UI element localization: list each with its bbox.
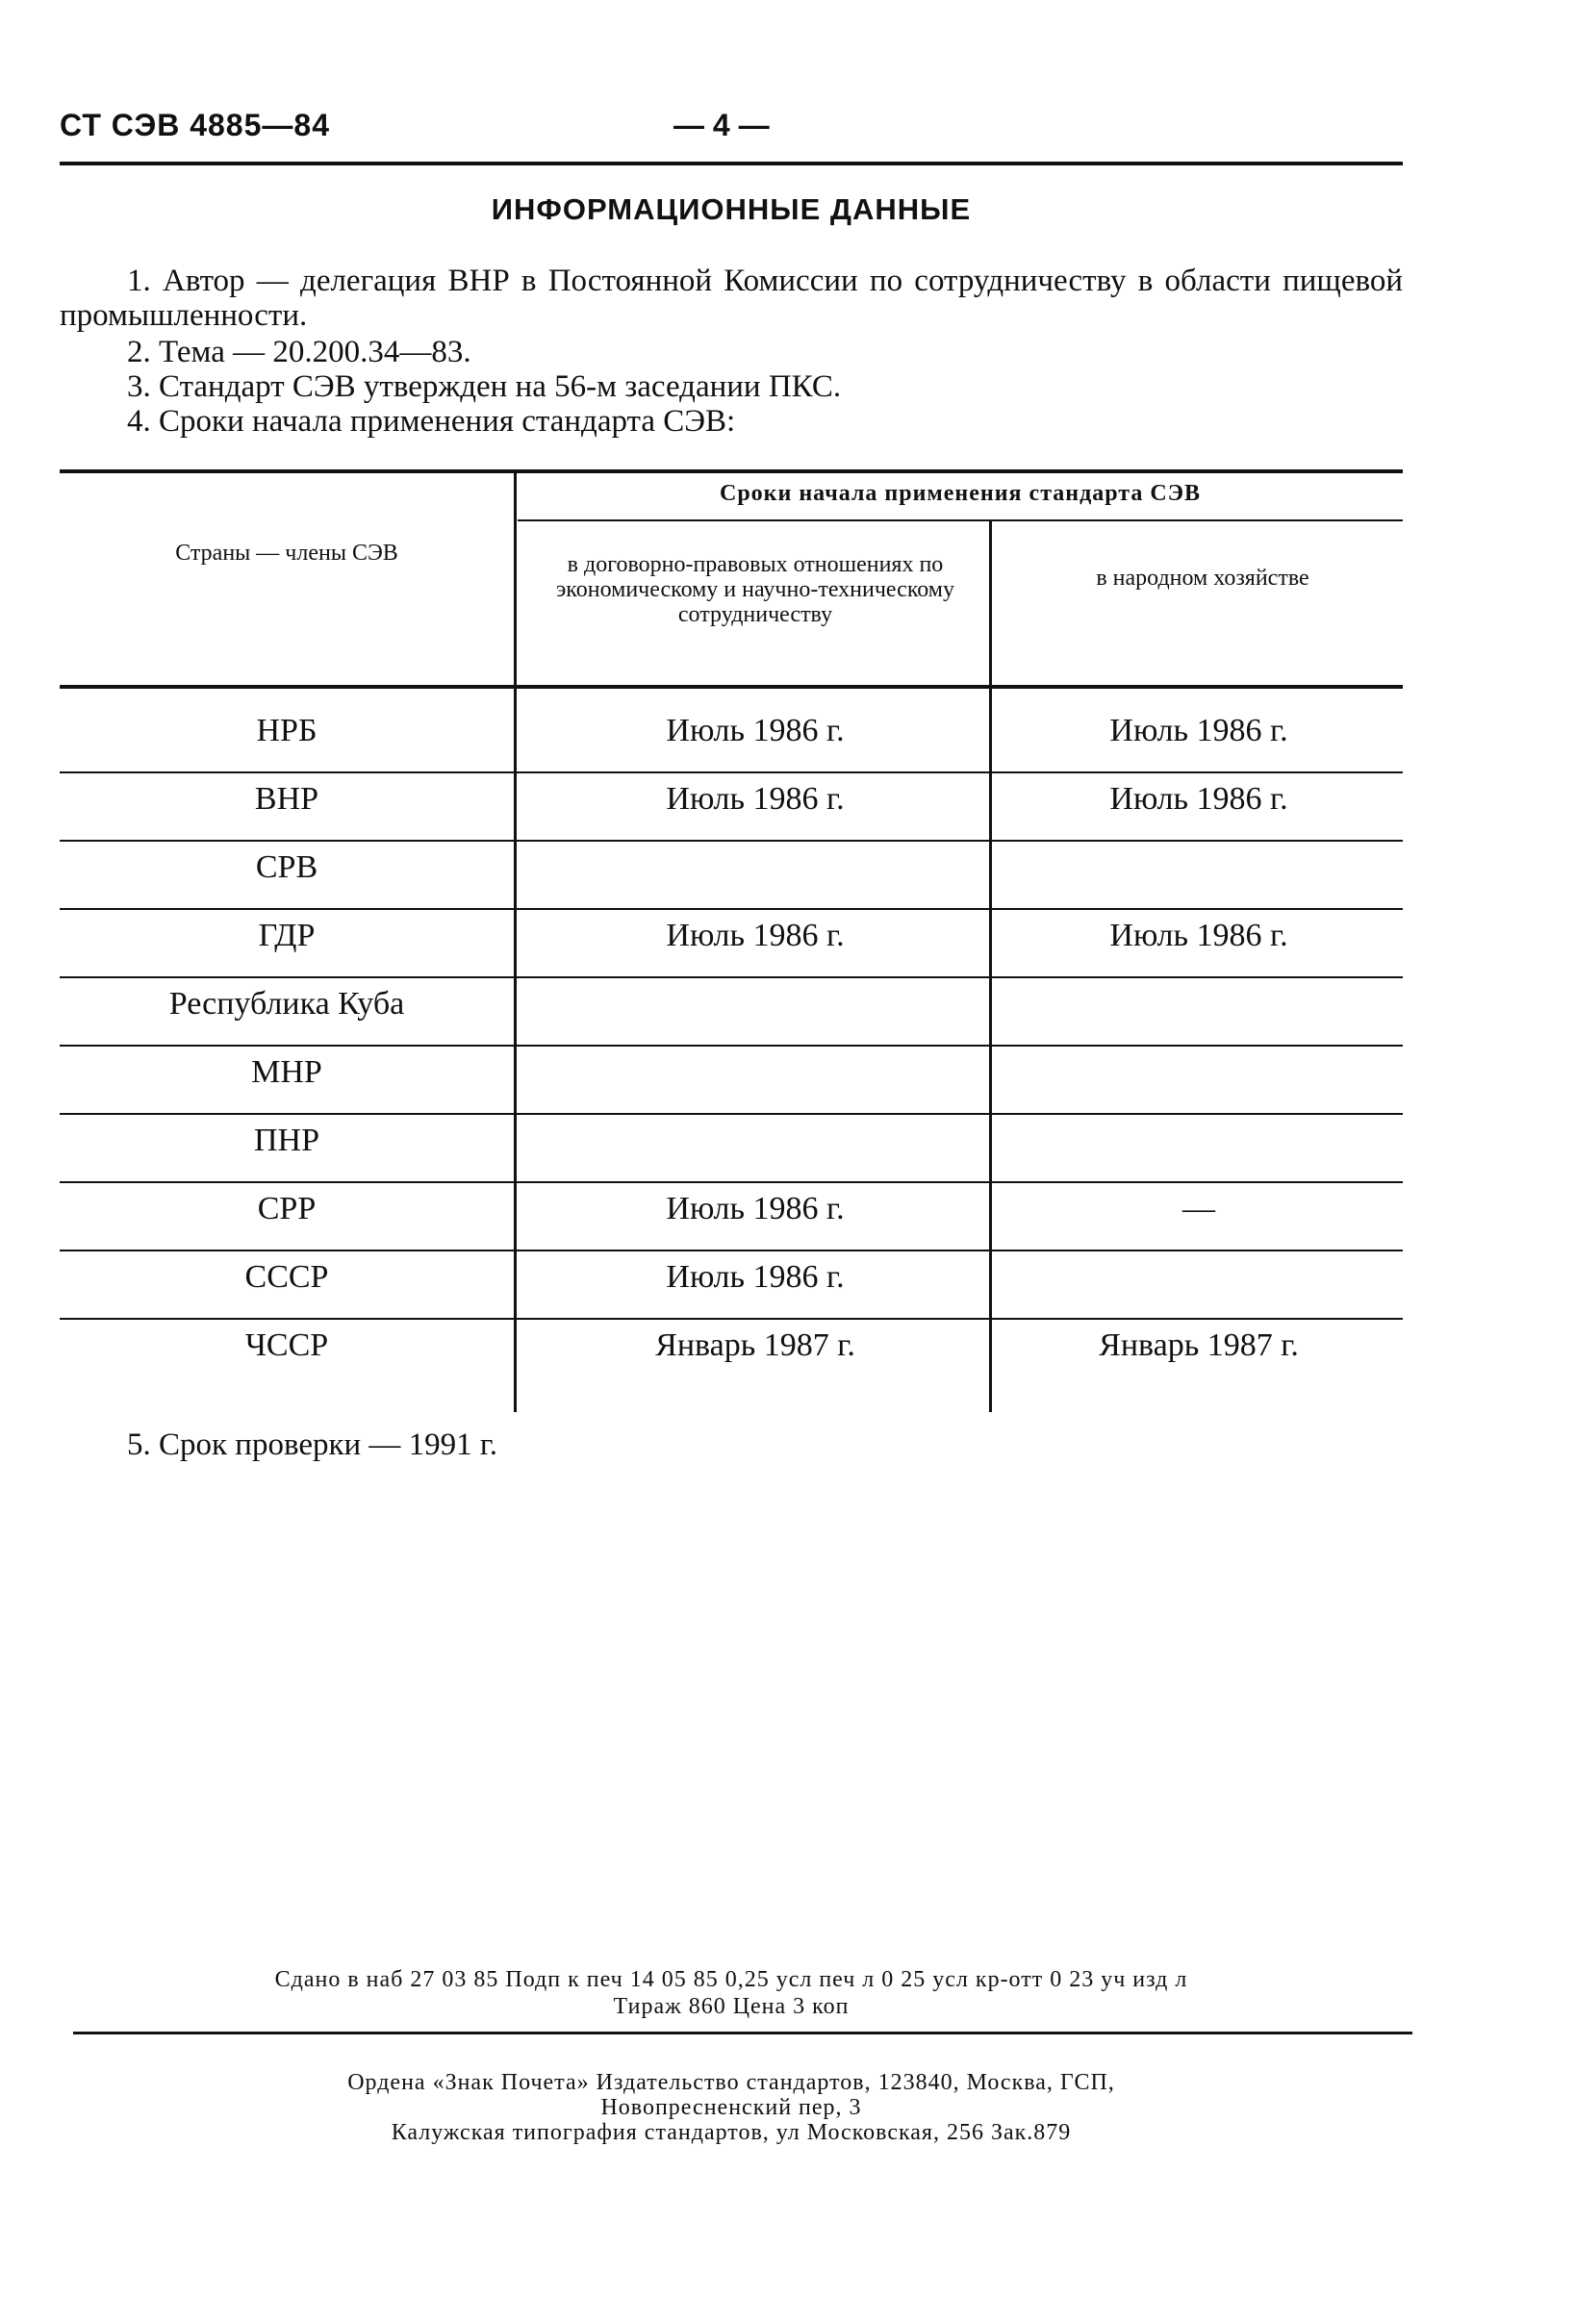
imprint-line-3: Ордена «Знак Почета» Издательство стандартов, 123840, Москва, ГСП,	[347, 2070, 1115, 2095]
item-5-review-date: 5. Срок проверки — 1991 г.	[127, 1427, 497, 1462]
header-countries: Страны — члены СЭВ	[175, 541, 398, 566]
table-cell-contract-date: Июль 1986 г.	[666, 713, 845, 748]
table-cell-country: СРВ	[255, 849, 318, 885]
row-rule	[60, 1181, 1403, 1183]
table-cell-country: ПНР	[253, 1123, 320, 1158]
header-col-b: в народном хозяйстве	[1096, 566, 1309, 591]
table-cell-country: ВНР	[254, 781, 319, 817]
row-rule	[60, 771, 1403, 773]
item-2-topic: 2. Тема — 20.200.34—83.	[127, 335, 471, 369]
imprint-print-details	[60, 1966, 1403, 2020]
imprint-line-2: Тираж 860 Цена 3 коп	[613, 1994, 850, 2019]
table-cell-country: ГДР	[258, 918, 316, 953]
header-group: Сроки начала применения стандарта СЭВ	[720, 481, 1201, 506]
imprint-line-4: Новопресненский пер, 3	[600, 2095, 862, 2120]
table-cell-contract-date: Июль 1986 г.	[666, 918, 845, 953]
header-rule	[60, 162, 1403, 165]
section-title: ИНФОРМАЦИОННЫЕ ДАННЫЕ	[491, 192, 972, 226]
table-cell-economy-date: —	[1182, 1191, 1215, 1226]
item-4-dates-heading: 4. Сроки начала применения стандарта СЭВ:	[127, 404, 736, 439]
table-cell-country: НРБ	[256, 713, 318, 748]
row-rule	[60, 1113, 1403, 1115]
header-bottom-rule	[60, 685, 1403, 689]
header-col-a: в договорно-правовых отношениях по экономическому и научно-техническому сотрудничеству	[556, 552, 954, 627]
table-top-rule	[60, 469, 1403, 473]
row-rule	[60, 1318, 1403, 1320]
table-cell-economy-date: Июль 1986 г.	[1109, 713, 1288, 748]
row-rule	[60, 1250, 1403, 1251]
table-cell-country: Республика Куба	[168, 986, 405, 1022]
table-cell-economy-date: Июль 1986 г.	[1109, 781, 1288, 817]
table-cell-economy-date: Июль 1986 г.	[1109, 918, 1288, 953]
footer-rule	[73, 2032, 1412, 2034]
table-cell-country: СРР	[257, 1191, 317, 1226]
application-dates-table	[60, 469, 1403, 1412]
group-header-rule	[518, 519, 1403, 521]
table-cell-country: МНР	[251, 1054, 322, 1090]
row-rule	[60, 976, 1403, 978]
row-rule	[60, 908, 1403, 910]
table-cell-economy-date: Январь 1987 г.	[1099, 1327, 1299, 1363]
item-3-approval: 3. Стандарт СЭВ утвержден на 56-м заседании ПКС.	[127, 369, 842, 404]
row-rule	[60, 1045, 1403, 1047]
imprint-publisher	[60, 2070, 1403, 2145]
table-cell-contract-date: Июль 1986 г.	[666, 781, 845, 817]
document-code: СТ СЭВ 4885—84	[60, 108, 330, 142]
table-cell-country: СССР	[244, 1259, 329, 1295]
imprint-line-1: Сдано в наб 27 03 85 Подп к печ 14 05 85 0,25 усл печ л 0 25 усл кр-отт 0 23 уч изд л	[274, 1967, 1188, 1992]
imprint-line-5: Калужская типография стандартов, ул Московская, 256 Зак.879	[391, 2120, 1072, 2145]
row-rule	[60, 840, 1403, 842]
country-column-divider	[514, 473, 517, 1412]
page-number: — 4 —	[673, 108, 770, 142]
item-1-author: 1. Автор — делегация ВНР в Постоянной Комиссии по сотрудничеству в области пищевой промышленности.	[60, 264, 1403, 333]
table-cell-contract-date: Январь 1987 г.	[655, 1327, 855, 1363]
table-cell-contract-date: Июль 1986 г.	[666, 1259, 845, 1295]
table-cell-country: ЧССР	[244, 1327, 329, 1363]
table-cell-contract-date: Июль 1986 г.	[666, 1191, 845, 1226]
